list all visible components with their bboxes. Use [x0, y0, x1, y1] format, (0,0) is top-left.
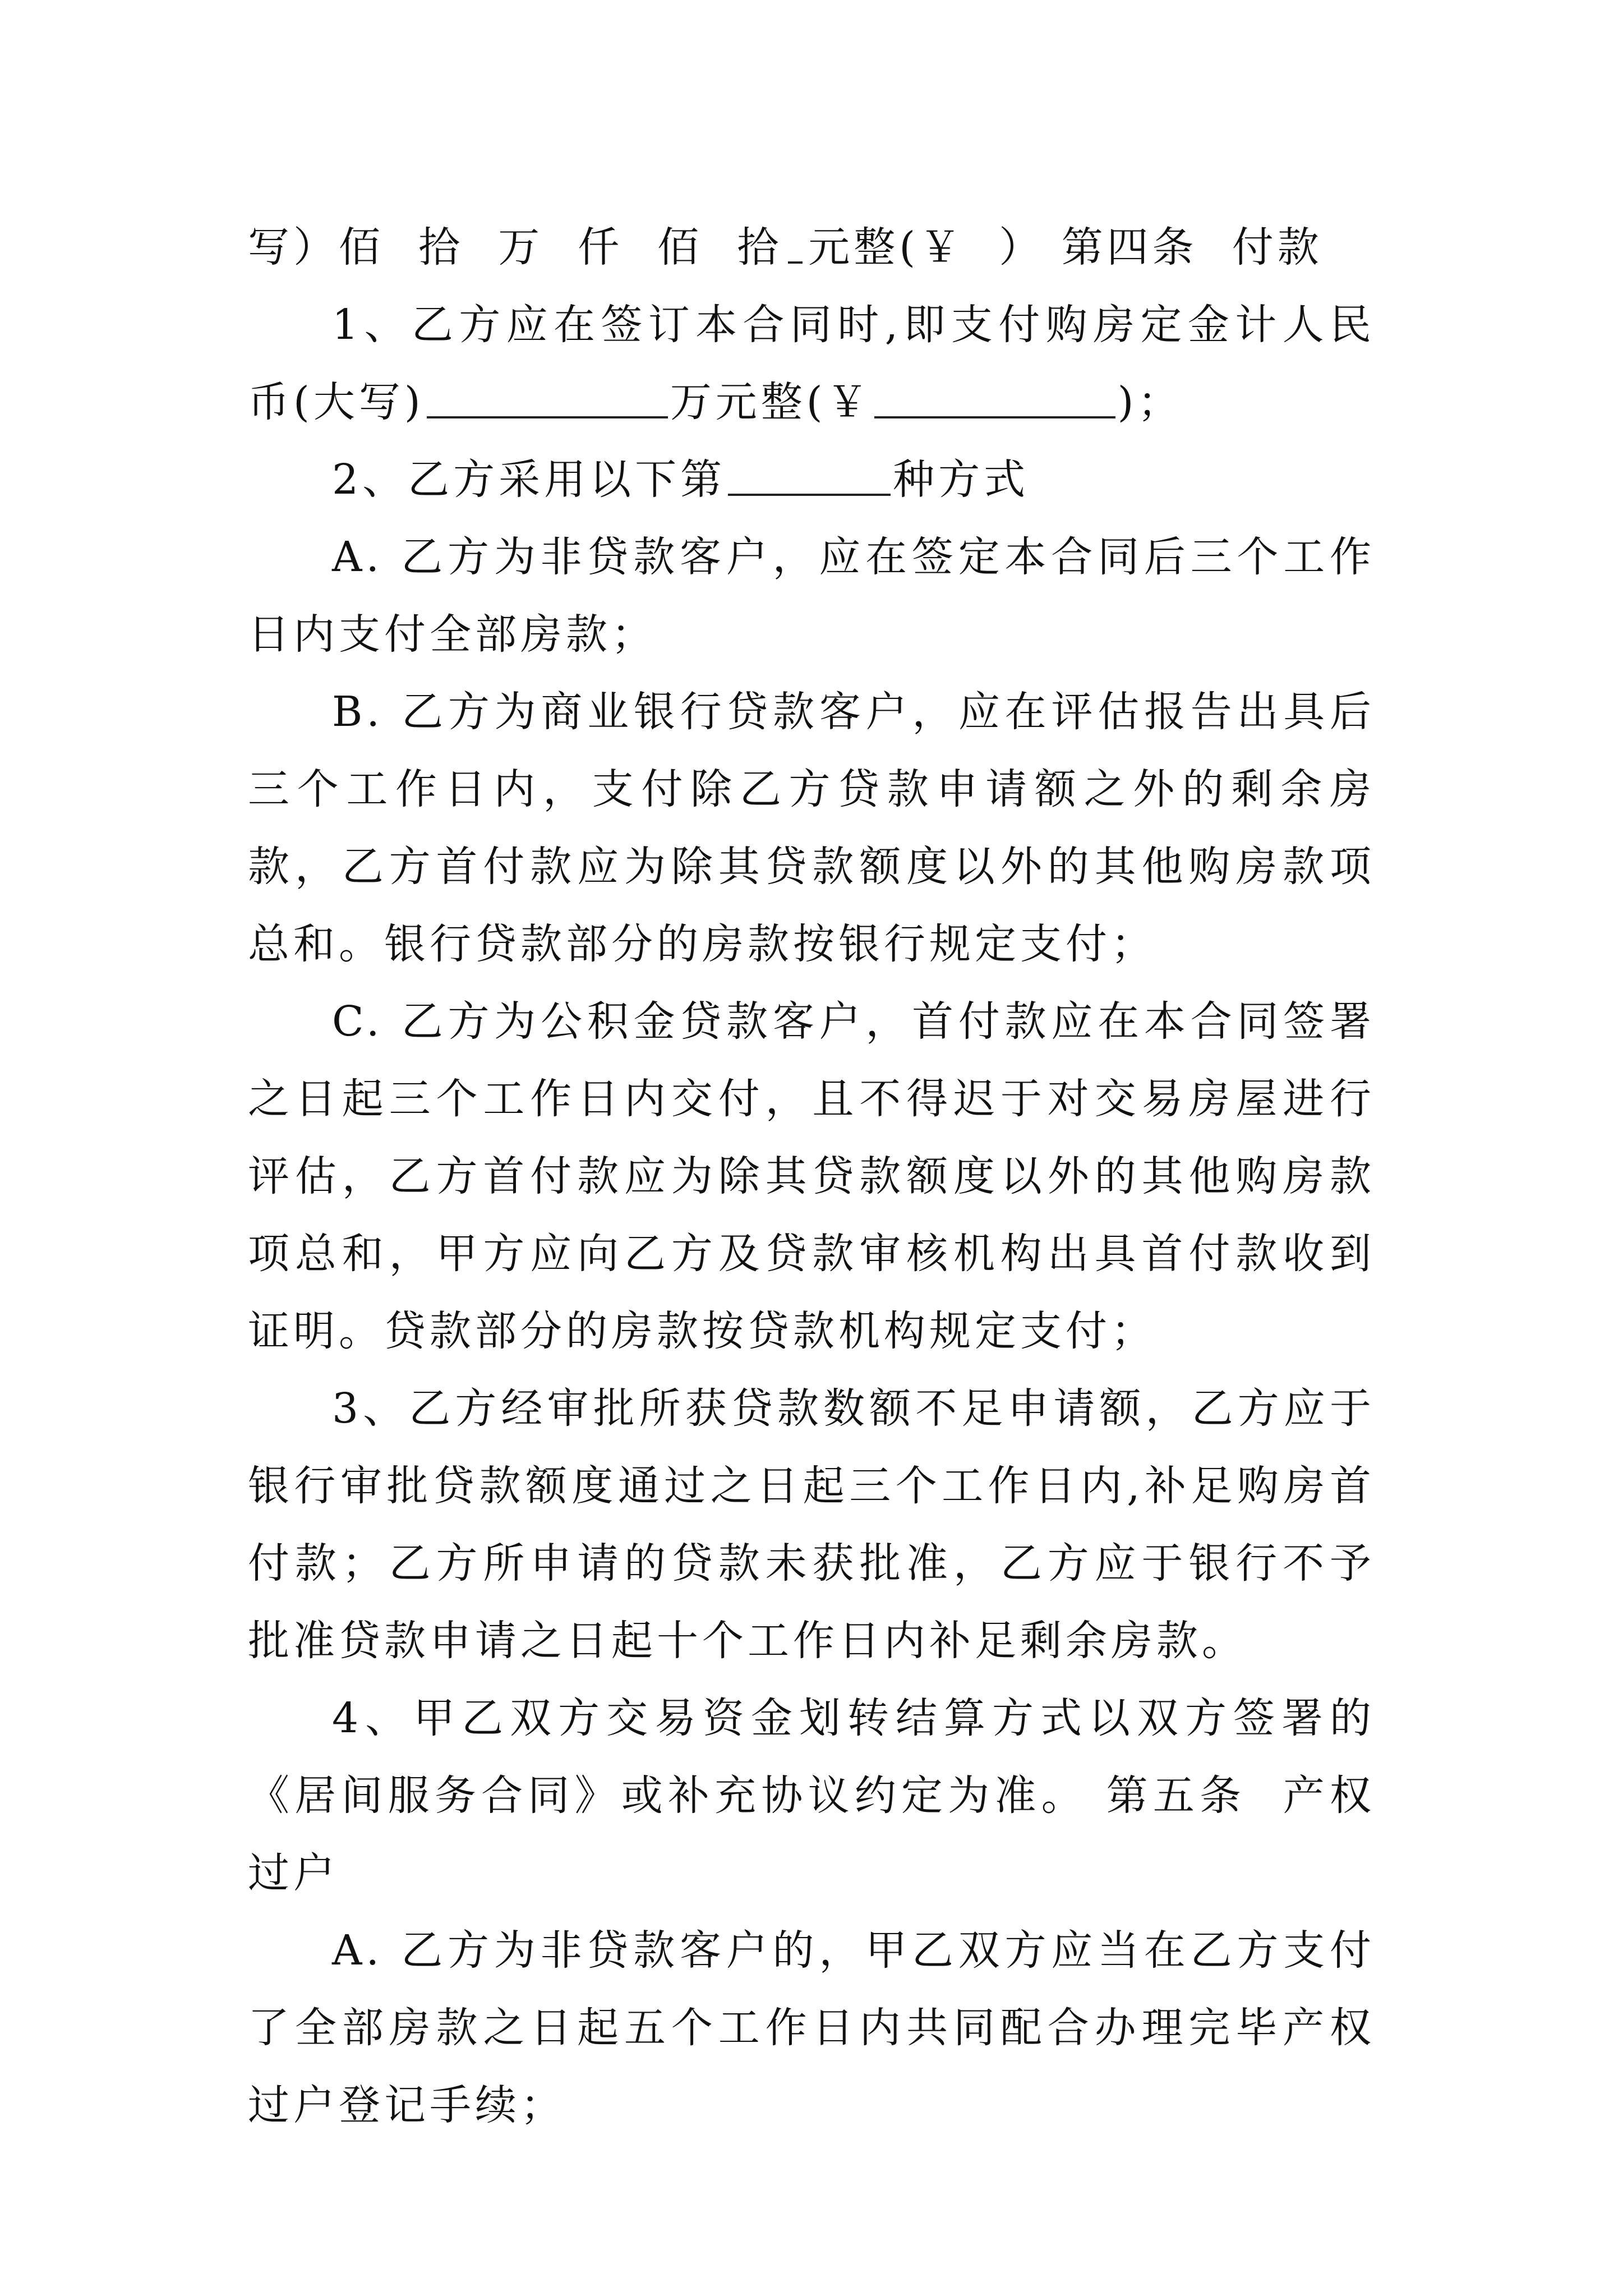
paragraph-transfer-option-a: A. 乙方为非贷款客户的，甲乙双方应当在乙方支付了全部房款之日起五个工作日内共同配合办理完毕产权过户登记手续；	[248, 1926, 1375, 2129]
clause-4-text: 4、甲乙双方交易资金划转结算方式以双方签署的《居间服务合同》或补充协议约定为准。	[248, 1694, 1375, 1820]
deposit-text-end: )；	[1117, 378, 1183, 426]
article-5-heading: 第五条 产权过户	[248, 1772, 1376, 1897]
amount-units-text: 写）佰 拾 万 仟 佰 拾	[248, 223, 783, 272]
paragraph-option-b: B. 乙方为商业银行贷款客户，应在评估报告出具后三个工作日内，支付除乙方贷款申请额之外的剩余房款，乙方首付款应为除其贷款额度以外的其他购房款项总和。银行贷款部分的房款按银行规定支付；	[248, 688, 1375, 968]
paragraph-clause-4	[248, 1680, 1375, 1912]
payment-method-blank	[728, 459, 891, 496]
paragraph-clause-3: 3、乙方经审批所获贷款数额不足申请额，乙方应于银行审批贷款额度通过之日起三个工作日内,补足购房首付款；乙方所申请的贷款未获批准，乙方应于银行不予批准贷款申请之日起十个工作日内补足剩余房款。	[248, 1384, 1375, 1665]
amount-yuan-text: 元整(￥ ）	[808, 223, 1045, 272]
amount-blank	[788, 227, 803, 264]
document-body	[248, 209, 1375, 2144]
payment-method-text-end: 种方式	[893, 455, 1030, 504]
paragraph-option-a: A. 乙方为非贷款客户，应在签定本合同后三个工作日内支付全部房款；	[248, 533, 1375, 659]
deposit-text-start: 1、乙方应在签订本合同时,即支付购房定金计人民币(大写)	[248, 301, 1375, 426]
deposit-number-blank	[874, 381, 1115, 418]
paragraph-option-c: C. 乙方为公积金贷款客户，首付款应在本合同签署之日起三个工作日内交付，且不得迟于对交易房屋进行评估，乙方首付款应为除其贷款额度以外的其他购房款项总和，甲方应向乙方及贷款审核机构出具首付款收到证明。贷款部分的房款按贷款机构规定支付；	[248, 997, 1375, 1355]
deposit-amount-blank	[427, 381, 668, 418]
paragraph-payment-method	[248, 441, 1375, 518]
payment-method-text-start: 2、乙方采用以下第	[332, 455, 726, 504]
paragraph-amount-continuation	[248, 209, 1375, 286]
deposit-text-middle: 万元整(￥	[670, 378, 872, 426]
article-4-heading: 第四条 付款	[1061, 223, 1323, 272]
paragraph-deposit	[248, 286, 1375, 441]
